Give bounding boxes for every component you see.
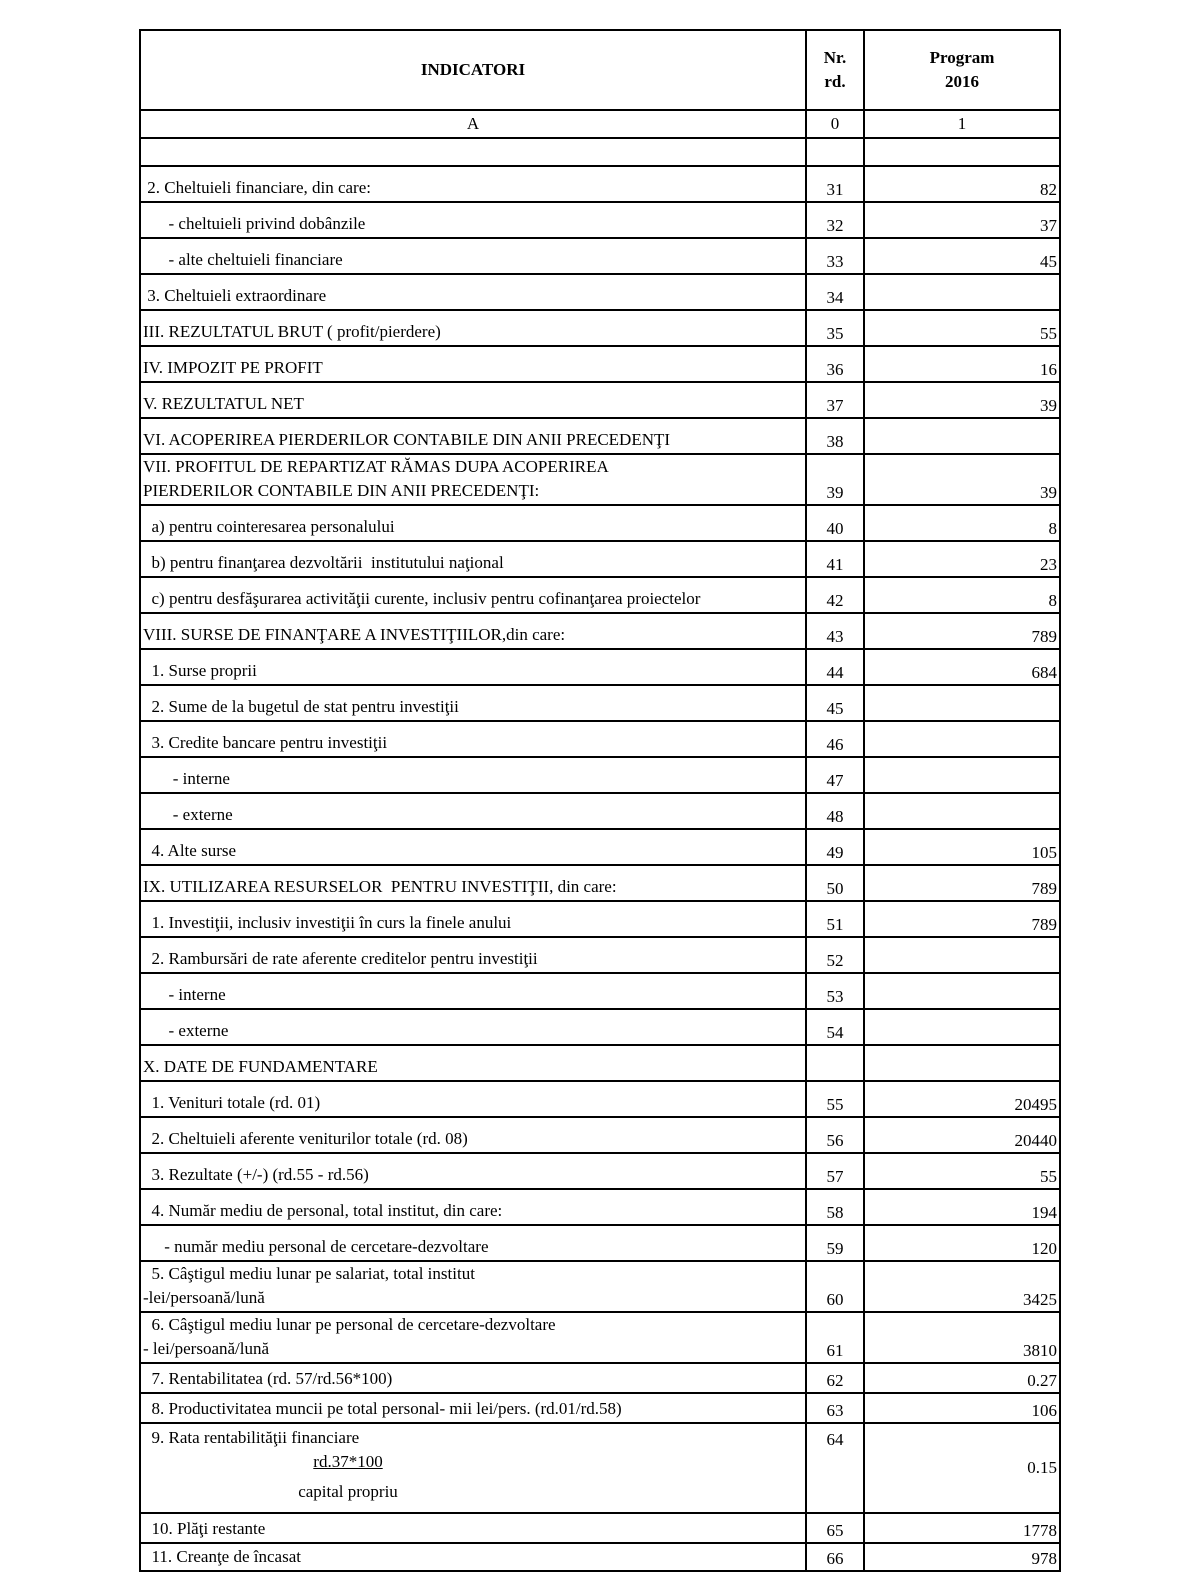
program-value: 105 (864, 829, 1060, 865)
row-number: 35 (806, 310, 864, 346)
row-number: 62 (806, 1363, 864, 1393)
row-number: 66 (806, 1543, 864, 1571)
program-value: 106 (864, 1393, 1060, 1423)
letter-zero: 0 (806, 110, 864, 138)
row-number: 59 (806, 1225, 864, 1261)
table-row (140, 865, 1060, 901)
program-value (864, 418, 1060, 454)
indicator-label: X. DATE DE FUNDAMENTARE (140, 1045, 806, 1081)
indicator-label: 3. Credite bancare pentru investiţii (140, 721, 806, 757)
indicator-label: 2. Cheltuieli financiare, din care: (140, 166, 806, 202)
indicator-label: 10. Plăţi restante (140, 1513, 806, 1543)
row-number: 41 (806, 541, 864, 577)
indicator-label: IX. UTILIZAREA RESURSELOR PENTRU INVESTIŢII, din care: (140, 865, 806, 901)
indicator-label: - număr mediu personal de cercetare-dezvoltare (140, 1225, 806, 1261)
table-row (140, 310, 1060, 346)
indicator-label: III. REZULTATUL BRUT ( profit/pierdere) (140, 310, 806, 346)
column-letters-row (140, 110, 1060, 138)
program-value (864, 1045, 1060, 1081)
program-value (864, 757, 1060, 793)
table-row (140, 166, 1060, 202)
table-row (140, 1153, 1060, 1189)
indicator-label: b) pentru finanţarea dezvoltării institutului naţional (140, 541, 806, 577)
letter-one: 1 (864, 110, 1060, 138)
indicator-label: IV. IMPOZIT PE PROFIT (140, 346, 806, 382)
program-value: 55 (864, 310, 1060, 346)
indicator-label: 2. Sume de la bugetul de stat pentru investiţii (140, 685, 806, 721)
row-number: 34 (806, 274, 864, 310)
table-row (140, 1225, 1060, 1261)
row-number: 53 (806, 973, 864, 1009)
row-number: 45 (806, 685, 864, 721)
header-nr-rd (806, 30, 864, 110)
program-value: 194 (864, 1189, 1060, 1225)
table-row (140, 649, 1060, 685)
fraction-title: 9. Rata rentabilităţii financiare (143, 1428, 360, 1447)
row-number: 42 (806, 577, 864, 613)
table-row (140, 793, 1060, 829)
indicator-label: 2. Cheltuieli aferente veniturilor totale (rd. 08) (140, 1117, 806, 1153)
indicators-table (139, 29, 1061, 1572)
program-value: 0.27 (864, 1363, 1060, 1393)
row-number: 63 (806, 1393, 864, 1423)
indicator-label: - externe (140, 793, 806, 829)
indicator-label: 7. Rentabilitatea (rd. 57/rd.56*100) (140, 1363, 806, 1393)
table-row (140, 454, 1060, 505)
program-value: 20440 (864, 1117, 1060, 1153)
program-value: 8 (864, 505, 1060, 541)
header-nr-line1: Nr. (823, 48, 847, 67)
indicator-label: 3. Rezultate (+/-) (rd.55 - rd.56) (140, 1153, 806, 1189)
table-row (140, 1363, 1060, 1393)
program-value: 82 (864, 166, 1060, 202)
program-value: 789 (864, 865, 1060, 901)
row-number: 32 (806, 202, 864, 238)
header-program (864, 30, 1060, 110)
blank-cell (864, 138, 1060, 166)
indicator-label: - interne (140, 973, 806, 1009)
program-value (864, 793, 1060, 829)
indicator-label: 1. Investiţii, inclusiv investiţii în curs la finele anului (140, 901, 806, 937)
blank-cell (140, 138, 806, 166)
program-value: 789 (864, 901, 1060, 937)
program-value: 39 (864, 454, 1060, 505)
table-row-fraction (140, 1423, 1060, 1513)
row-number: 33 (806, 238, 864, 274)
program-value: 3810 (864, 1312, 1060, 1363)
indicator-label: - cheltuieli privind dobânzile (140, 202, 806, 238)
row-number: 40 (806, 505, 864, 541)
header-row (140, 30, 1060, 110)
indicator-label: VII. PROFITUL DE REPARTIZAT RĂMAS DUPA ACOPERIREA PIERDERILOR CONTABILE DIN ANII PRECEDENŢI: (140, 454, 806, 505)
program-value: 39 (864, 382, 1060, 418)
table-row (140, 238, 1060, 274)
program-value (864, 685, 1060, 721)
table-row (140, 346, 1060, 382)
header-program-line1: Program (929, 48, 995, 67)
row-number: 57 (806, 1153, 864, 1189)
program-value: 120 (864, 1225, 1060, 1261)
program-value (864, 973, 1060, 1009)
indicator-label: 1. Venituri totale (rd. 01) (140, 1081, 806, 1117)
header-program-line2: 2016 (945, 72, 979, 91)
row-number: 52 (806, 937, 864, 973)
program-value (864, 721, 1060, 757)
row-number: 44 (806, 649, 864, 685)
table-row (140, 577, 1060, 613)
indicator-label: - alte cheltuieli financiare (140, 238, 806, 274)
table-row (140, 1543, 1060, 1571)
table-row (140, 202, 1060, 238)
indicator-label: 3. Cheltuieli extraordinare (140, 274, 806, 310)
blank-row (140, 138, 1060, 166)
indicator-label: 5. Câştigul mediu lunar pe salariat, total institut -lei/persoană/lună (140, 1261, 806, 1312)
table-row (140, 1189, 1060, 1225)
program-value (864, 1009, 1060, 1045)
program-value: 20495 (864, 1081, 1060, 1117)
row-number (806, 1045, 864, 1081)
indicator-label: VI. ACOPERIREA PIERDERILOR CONTABILE DIN ANII PRECEDENŢI (140, 418, 806, 454)
row-number: 38 (806, 418, 864, 454)
row-number: 37 (806, 382, 864, 418)
row-number: 43 (806, 613, 864, 649)
program-value: 37 (864, 202, 1060, 238)
row-number: 60 (806, 1261, 864, 1312)
table-row (140, 382, 1060, 418)
table-row (140, 1513, 1060, 1543)
indicator-label: V. REZULTATUL NET (140, 382, 806, 418)
program-value: 0.15 (864, 1423, 1060, 1513)
header-nr-line2: rd. (824, 72, 846, 91)
program-value (864, 274, 1060, 310)
indicator-label: 6. Câştigul mediu lunar pe personal de cercetare-dezvoltare - lei/persoană/lună (140, 1312, 806, 1363)
table-row (140, 1261, 1060, 1312)
indicator-label (140, 1423, 806, 1513)
row-number: 56 (806, 1117, 864, 1153)
program-value: 23 (864, 541, 1060, 577)
program-value: 789 (864, 613, 1060, 649)
row-number: 49 (806, 829, 864, 865)
indicator-label: 1. Surse proprii (140, 649, 806, 685)
table-row (140, 613, 1060, 649)
table-row (140, 418, 1060, 454)
table-row (140, 274, 1060, 310)
table-row (140, 937, 1060, 973)
header-indicatori: INDICATORI (140, 30, 806, 110)
fraction-denominator: capital propriu (298, 1482, 398, 1501)
indicator-label: VIII. SURSE DE FINANŢARE A INVESTIŢIILOR,din care: (140, 613, 806, 649)
program-value: 3425 (864, 1261, 1060, 1312)
fraction-numerator: rd.37*100 (313, 1452, 383, 1471)
indicator-label: c) pentru desfăşurarea activităţii curente, inclusiv pentru cofinanţarea proiectelor (140, 577, 806, 613)
program-value: 55 (864, 1153, 1060, 1189)
table-row (140, 1117, 1060, 1153)
row-number: 47 (806, 757, 864, 793)
table-row (140, 721, 1060, 757)
table-row (140, 505, 1060, 541)
indicator-label: 2. Rambursări de rate aferente creditelor pentru investiţii (140, 937, 806, 973)
indicator-label: 4. Număr mediu de personal, total institut, din care: (140, 1189, 806, 1225)
row-number: 48 (806, 793, 864, 829)
indicator-label: - interne (140, 757, 806, 793)
table-row (140, 1045, 1060, 1081)
row-number: 64 (806, 1423, 864, 1513)
program-value: 16 (864, 346, 1060, 382)
table-row (140, 1009, 1060, 1045)
letter-a: A (140, 110, 806, 138)
table-row (140, 973, 1060, 1009)
table-row (140, 829, 1060, 865)
row-number: 61 (806, 1312, 864, 1363)
indicator-label: 11. Creanţe de încasat (140, 1543, 806, 1571)
program-value: 978 (864, 1543, 1060, 1571)
row-number: 50 (806, 865, 864, 901)
row-number: 54 (806, 1009, 864, 1045)
program-value: 684 (864, 649, 1060, 685)
row-number: 55 (806, 1081, 864, 1117)
row-number: 58 (806, 1189, 864, 1225)
table-row (140, 1312, 1060, 1363)
row-number: 31 (806, 166, 864, 202)
row-number: 46 (806, 721, 864, 757)
program-value: 45 (864, 238, 1060, 274)
row-number: 51 (806, 901, 864, 937)
indicator-label: 4. Alte surse (140, 829, 806, 865)
blank-cell (806, 138, 864, 166)
indicator-label: 8. Productivitatea muncii pe total personal- mii lei/pers. (rd.01/rd.58) (140, 1393, 806, 1423)
program-value: 1778 (864, 1513, 1060, 1543)
program-value (864, 937, 1060, 973)
indicator-label: - externe (140, 1009, 806, 1045)
table-row (140, 757, 1060, 793)
row-number: 65 (806, 1513, 864, 1543)
table-row (140, 1393, 1060, 1423)
row-number: 39 (806, 454, 864, 505)
program-value: 8 (864, 577, 1060, 613)
table-row (140, 901, 1060, 937)
table-row (140, 1081, 1060, 1117)
indicator-label: a) pentru cointeresarea personalului (140, 505, 806, 541)
row-number: 36 (806, 346, 864, 382)
table-row (140, 685, 1060, 721)
table-row (140, 541, 1060, 577)
